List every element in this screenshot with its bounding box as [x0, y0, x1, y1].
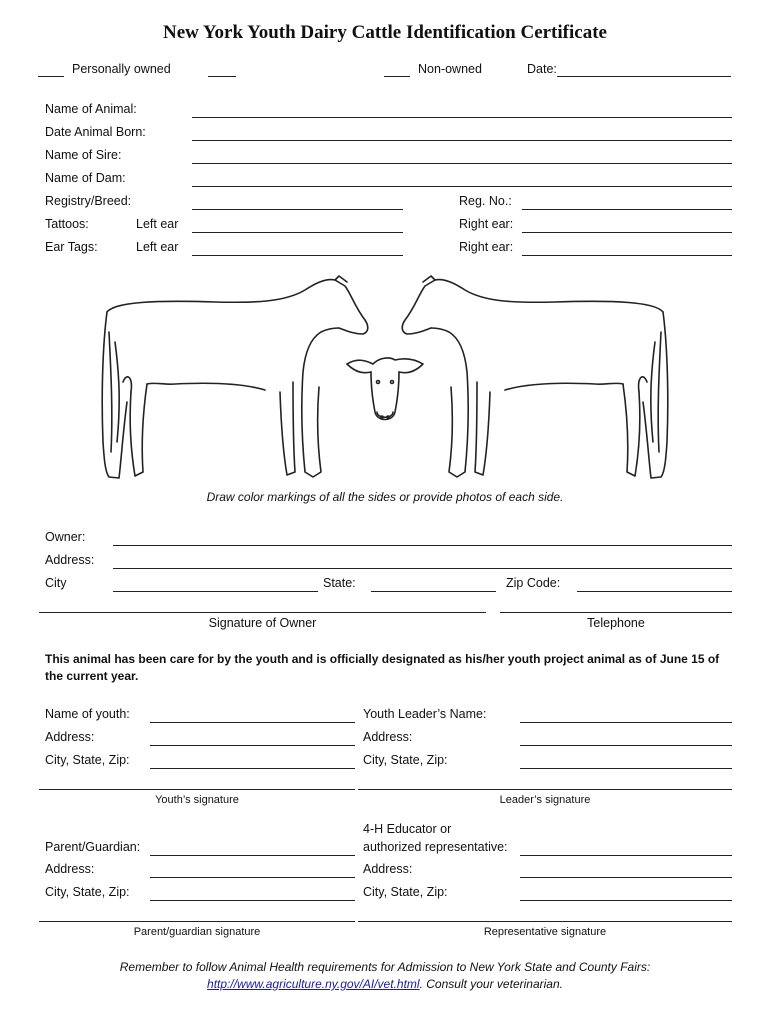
educator-label-line2: authorized representative:	[363, 840, 508, 854]
owner-address-label: Address:	[45, 553, 95, 567]
leader-city-label: City, State, Zip:	[363, 753, 448, 767]
sire-label: Name of Sire:	[45, 148, 122, 162]
owner-zip-field[interactable]	[577, 591, 732, 592]
date-field[interactable]	[557, 76, 731, 77]
owner-signature-field[interactable]	[39, 612, 486, 613]
educator-name-field[interactable]	[520, 855, 732, 856]
reg-no-label: Reg. No.:	[459, 194, 512, 208]
parent-city-label: City, State, Zip:	[45, 885, 130, 899]
tattoo-right-ear-field[interactable]	[522, 232, 732, 233]
dam-field[interactable]	[192, 186, 732, 187]
youth-address-label: Address:	[45, 730, 95, 744]
sire-field[interactable]	[192, 163, 732, 164]
leader-name-label: Youth Leader’s Name:	[363, 707, 487, 721]
reg-no-field[interactable]	[522, 209, 732, 210]
educator-address-label: Address:	[363, 862, 413, 876]
date-label: Date:	[527, 62, 557, 76]
designation-statement: This animal has been care for by the youth and is officially designated as his/her youth project animal as of June 15 of the current year.	[45, 652, 720, 683]
eartag-right-ear-label: Right ear:	[459, 240, 514, 254]
right-side-cow-icon	[402, 276, 668, 478]
front-cow-face-icon	[347, 358, 423, 420]
parent-address-label: Address:	[45, 862, 95, 876]
footer-consult-text: . Consult your veterinarian.	[419, 977, 563, 991]
youth-signature-field[interactable]	[39, 789, 355, 790]
personally-owned-blank[interactable]	[38, 76, 64, 77]
leader-signature-label: Leader’s signature	[499, 794, 591, 806]
personally-owned-label: Personally owned	[72, 62, 171, 76]
owner-field[interactable]	[113, 545, 732, 546]
educator-city-label: City, State, Zip:	[363, 885, 448, 899]
parent-name-field[interactable]	[150, 855, 355, 856]
parent-signature-field[interactable]	[39, 921, 355, 922]
youth-city-field[interactable]	[150, 768, 355, 769]
youth-name-label: Name of youth:	[45, 707, 130, 721]
eartag-right-ear-field[interactable]	[522, 255, 732, 256]
animal-name-field[interactable]	[192, 117, 732, 118]
owner-zip-label: Zip Code:	[506, 576, 561, 590]
owner-label: Owner:	[45, 530, 86, 544]
parent-city-field[interactable]	[150, 900, 355, 901]
educator-signature-label: Representative signature	[483, 926, 607, 938]
ownership-blank[interactable]	[208, 76, 236, 77]
leader-signature-field[interactable]	[358, 789, 732, 790]
owner-address-field[interactable]	[113, 568, 732, 569]
tattoos-label: Tattoos:	[45, 217, 89, 231]
ear-tags-label: Ear Tags:	[45, 240, 98, 254]
leader-city-field[interactable]	[520, 768, 732, 769]
youth-name-field[interactable]	[150, 722, 355, 723]
non-owned-blank[interactable]	[384, 76, 410, 77]
tattoo-left-ear-field[interactable]	[192, 232, 403, 233]
owner-signature-label: Signature of Owner	[208, 616, 317, 630]
parent-name-label: Parent/Guardian:	[45, 840, 141, 854]
leader-address-field[interactable]	[520, 745, 732, 746]
page-title: New York Youth Dairy Cattle Identification Certificate	[163, 22, 607, 43]
leader-name-field[interactable]	[520, 722, 732, 723]
educator-label-line1: 4-H Educator or	[363, 822, 452, 836]
owner-telephone-field[interactable]	[500, 612, 732, 613]
animal-name-label: Name of Animal:	[45, 102, 137, 116]
tattoo-right-ear-label: Right ear:	[459, 217, 514, 231]
cow-outline-drawing[interactable]	[95, 272, 675, 487]
eartag-left-ear-label: Left ear	[136, 240, 179, 254]
left-side-cow-icon	[102, 276, 368, 478]
vet-requirements-link[interactable]: http://www.agriculture.ny.gov/AI/vet.html	[207, 977, 420, 991]
youth-signature-label: Youth’s signature	[155, 794, 239, 806]
date-born-label: Date Animal Born:	[45, 125, 146, 139]
owner-telephone-label: Telephone	[587, 616, 645, 630]
parent-signature-label: Parent/guardian signature	[133, 926, 261, 938]
educator-address-field[interactable]	[520, 877, 732, 878]
footer-note: Remember to follow Animal Health requirements for Admission to New York State and County Fairs:	[119, 960, 651, 974]
owner-city-label: City	[45, 576, 67, 590]
youth-address-field[interactable]	[150, 745, 355, 746]
dam-label: Name of Dam:	[45, 171, 126, 185]
owner-state-field[interactable]	[371, 591, 496, 592]
breed-field[interactable]	[192, 209, 403, 210]
parent-address-field[interactable]	[150, 877, 355, 878]
drawing-caption: Draw color markings of all the sides or provide photos of each side.	[206, 490, 564, 504]
non-owned-label: Non-owned	[418, 62, 482, 76]
date-born-field[interactable]	[192, 140, 732, 141]
owner-city-field[interactable]	[113, 591, 318, 592]
educator-signature-field[interactable]	[358, 921, 732, 922]
leader-address-label: Address:	[363, 730, 413, 744]
footer-link-line	[0, 977, 770, 991]
educator-city-field[interactable]	[520, 900, 732, 901]
eartag-left-ear-field[interactable]	[192, 255, 403, 256]
tattoo-left-ear-label: Left ear	[136, 217, 179, 231]
breed-label: Registry/Breed:	[45, 194, 132, 208]
owner-state-label: State:	[323, 576, 356, 590]
youth-city-label: City, State, Zip:	[45, 753, 130, 767]
